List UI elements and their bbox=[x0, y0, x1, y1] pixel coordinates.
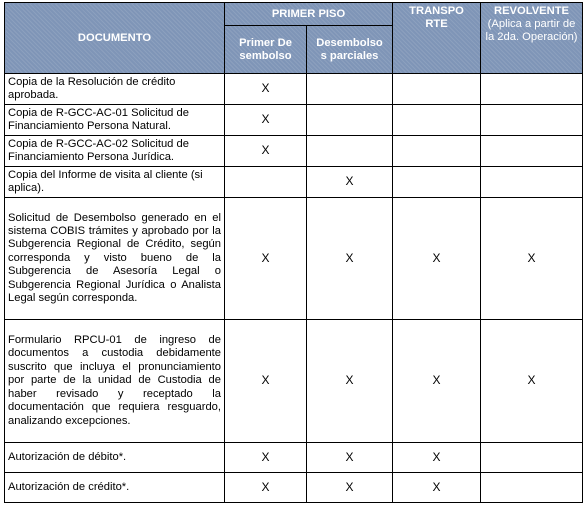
header-revolvente bbox=[481, 3, 583, 74]
mark-revolvente: X bbox=[481, 320, 583, 443]
mark-transporte: X bbox=[393, 320, 481, 443]
row-document: Copia de R-GCC-AC-01 Solicitud de Financiamiento Persona Natural. bbox=[5, 105, 225, 136]
row-document: Formulario RPCU-01 de ingreso de documentos a custodia debidamente suscrito que incluya el pronunciamiento por parte de la unidad de Custodia de haber revisado y receptado la documentación que requiera resguardo, analizando excepciones. bbox=[5, 320, 225, 443]
mark-primer-desembolso: X bbox=[225, 320, 307, 443]
header-primer-desembolso-text: Primer Desembolso bbox=[239, 36, 292, 62]
requirements-table bbox=[4, 2, 583, 503]
table-row bbox=[5, 320, 583, 443]
row-document: Autorización de débito*. bbox=[5, 443, 225, 473]
header-desembolsos-parciales-text: Desembolsos parciales bbox=[316, 36, 383, 62]
mark-primer-desembolso: X bbox=[225, 105, 307, 136]
mark-revolvente bbox=[481, 74, 583, 105]
header-transporte-text: TRANSPORTE bbox=[409, 5, 464, 30]
mark-desembolsos-parciales bbox=[307, 136, 393, 167]
mark-desembolsos-parciales bbox=[307, 74, 393, 105]
table-row bbox=[5, 74, 583, 105]
row-document: Copia de la Resolución de crédito aprobada. bbox=[5, 74, 225, 105]
row-document: Solicitud de Desembolso generado en el sistema COBIS trámites y aprobado por la Subgerencia Regional de Crédito, según corresponda y visto bueno de la Subgerencia de Asesoría Legal o Subgerencia Regional Jurídica o Analista Legal según corresponda. bbox=[5, 198, 225, 320]
row-document: Copia del Informe de visita al cliente (si aplica). bbox=[5, 167, 225, 198]
mark-revolvente bbox=[481, 136, 583, 167]
row-document: Copia de R-GCC-AC-02 Solicitud de Financiamiento Persona Jurídica. bbox=[5, 136, 225, 167]
mark-primer-desembolso: X bbox=[225, 74, 307, 105]
mark-transporte bbox=[393, 167, 481, 198]
mark-desembolsos-parciales: X bbox=[307, 198, 393, 320]
mark-revolvente bbox=[481, 443, 583, 473]
mark-revolvente: X bbox=[481, 198, 583, 320]
mark-primer-desembolso bbox=[225, 167, 307, 198]
header-desembolsos-parciales bbox=[307, 26, 393, 74]
mark-transporte bbox=[393, 105, 481, 136]
header-transporte bbox=[393, 3, 481, 74]
mark-primer-desembolso: X bbox=[225, 473, 307, 503]
mark-transporte bbox=[393, 136, 481, 167]
table-row bbox=[5, 473, 583, 503]
mark-revolvente bbox=[481, 167, 583, 198]
mark-primer-desembolso: X bbox=[225, 136, 307, 167]
mark-transporte: X bbox=[393, 473, 481, 503]
header-primer-desembolso bbox=[225, 26, 307, 74]
row-document: Autorización de crédito*. bbox=[5, 473, 225, 503]
mark-desembolsos-parciales: X bbox=[307, 320, 393, 443]
table-row bbox=[5, 136, 583, 167]
mark-transporte bbox=[393, 74, 481, 105]
mark-revolvente bbox=[481, 473, 583, 503]
header-primer-piso: PRIMER PISO bbox=[225, 3, 393, 26]
mark-primer-desembolso: X bbox=[225, 443, 307, 473]
header-revolvente-note: (Aplica a partir de la 2da. Operación) bbox=[485, 18, 578, 43]
mark-desembolsos-parciales: X bbox=[307, 473, 393, 503]
mark-desembolsos-parciales: X bbox=[307, 443, 393, 473]
mark-transporte: X bbox=[393, 198, 481, 320]
header-revolvente-title: REVOLVENTE bbox=[494, 5, 570, 17]
mark-desembolsos-parciales: X bbox=[307, 167, 393, 198]
header-documento: DOCUMENTO bbox=[5, 3, 225, 74]
table-row bbox=[5, 167, 583, 198]
mark-revolvente bbox=[481, 105, 583, 136]
mark-desembolsos-parciales bbox=[307, 105, 393, 136]
table-row bbox=[5, 443, 583, 473]
table-row bbox=[5, 105, 583, 136]
table-row bbox=[5, 198, 583, 320]
mark-primer-desembolso: X bbox=[225, 198, 307, 320]
mark-transporte: X bbox=[393, 443, 481, 473]
